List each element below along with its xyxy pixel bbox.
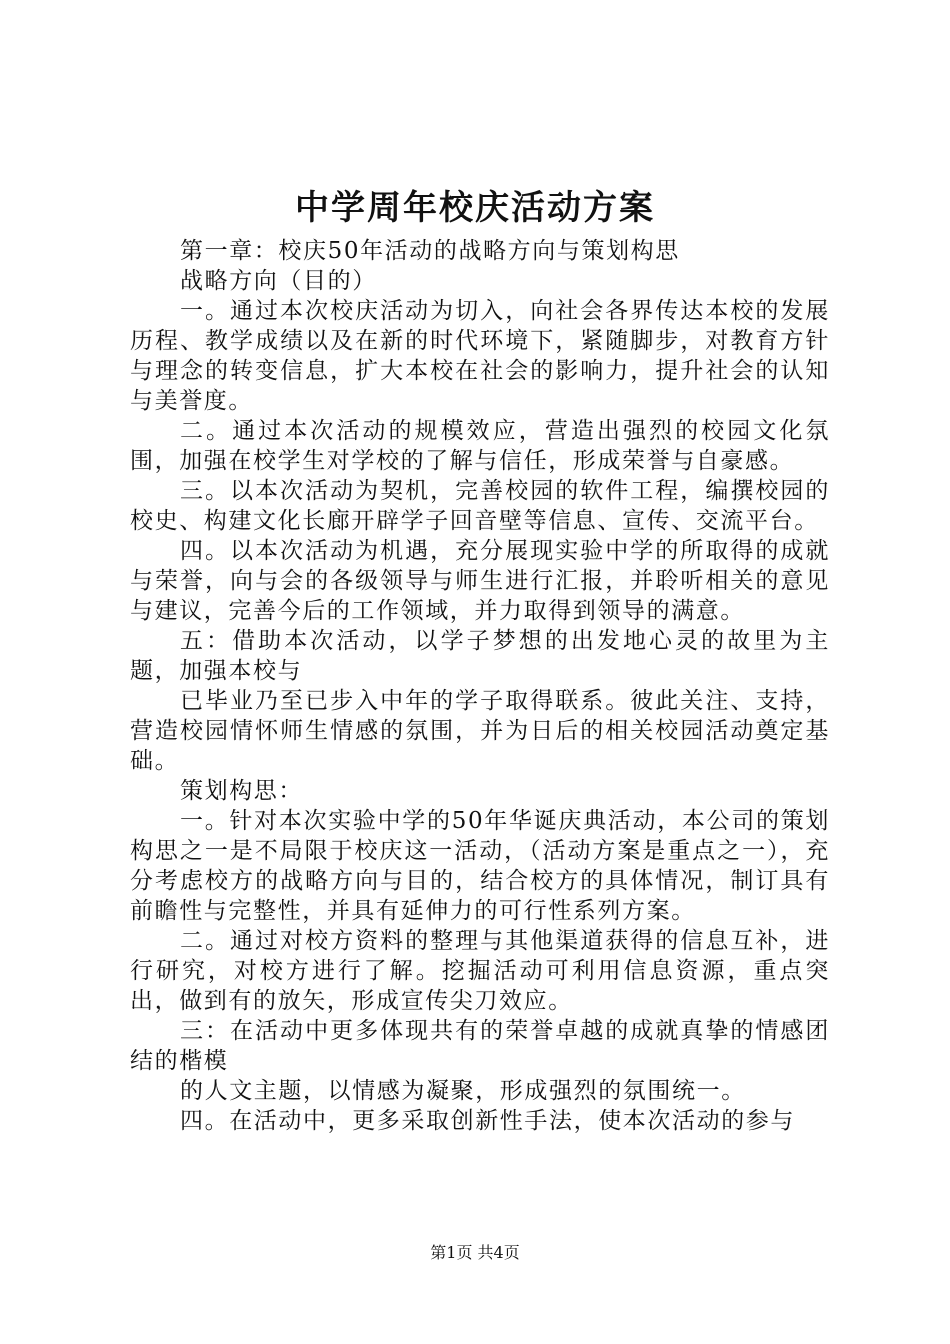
paragraph-continuation: 的人文主题，以情感为凝聚，形成强烈的氛围统一。 bbox=[180, 1078, 746, 1104]
paragraph: 四。在活动中，更多采取创新性手法，使本次活动的参与 bbox=[180, 1108, 795, 1134]
paragraph: 三。以本次活动为契机，完善校园的软件工程，编撰校园的校史、构建文化长廊开辟学子回音壁等信息、宣传、交流平台。 bbox=[130, 478, 830, 534]
chapter-heading: 第一章：校庆50年活动的战略方向与策划构思 bbox=[180, 238, 680, 264]
paragraph: 二。通过本次活动的规模效应，营造出强烈的校园文化氛围，加强在校学生对学校的了解与信任，形成荣誉与自豪感。 bbox=[130, 418, 830, 474]
paragraph-continuation: 已毕业乃至已步入中年的学子取得联系。彼此关注、支持，营造校园情怀师生情感的氛围，并为日后的相关校园活动奠定基础。 bbox=[130, 688, 830, 774]
paragraph: 一。针对本次实验中学的50年华诞庆典活动，本公司的策划构思之一是不局限于校庆这一活动，（活动方案是重点之一），充分考虑校方的战略方向与目的，结合校方的具体情况，制订具有前瞻性与完整性，并具有延伸力的可行性系列方案。 bbox=[130, 808, 830, 924]
paragraph: 四。以本次活动为机遇，充分展现实验中学的所取得的成就与荣誉，向与会的各级领导与师生进行汇报，并聆听相关的意见与建议，完善今后的工作领域，并力取得到领导的满意。 bbox=[130, 538, 830, 624]
section-heading-strategy: 战略方向（目的） bbox=[180, 268, 377, 294]
paragraph: 三：在活动中更多体现共有的荣誉卓越的成就真挚的情感团结的楷模 bbox=[130, 1018, 830, 1074]
paragraph: 五：借助本次活动，以学子梦想的出发地心灵的故里为主题，加强本校与 bbox=[130, 628, 830, 684]
document-title: 中学周年校庆活动方案 bbox=[295, 188, 655, 228]
section-heading-planning: 策划构思： bbox=[180, 778, 303, 804]
paragraph: 一。通过本次校庆活动为切入，向社会各界传达本校的发展历程、教学成绩以及在新的时代环境下，紧随脚步，对教育方针与理念的转变信息，扩大本校在社会的影响力，提升社会的认知与美誉度。 bbox=[130, 298, 830, 414]
document-body bbox=[130, 236, 830, 1136]
paragraph: 二。通过对校方资料的整理与其他渠道获得的信息互补，进行研究，对校方进行了解。挖掘活动可利用信息资源，重点突出，做到有的放矢，形成宣传尖刀效应。 bbox=[130, 928, 830, 1014]
page-footer: 第1页 共4页 bbox=[430, 1243, 520, 1262]
